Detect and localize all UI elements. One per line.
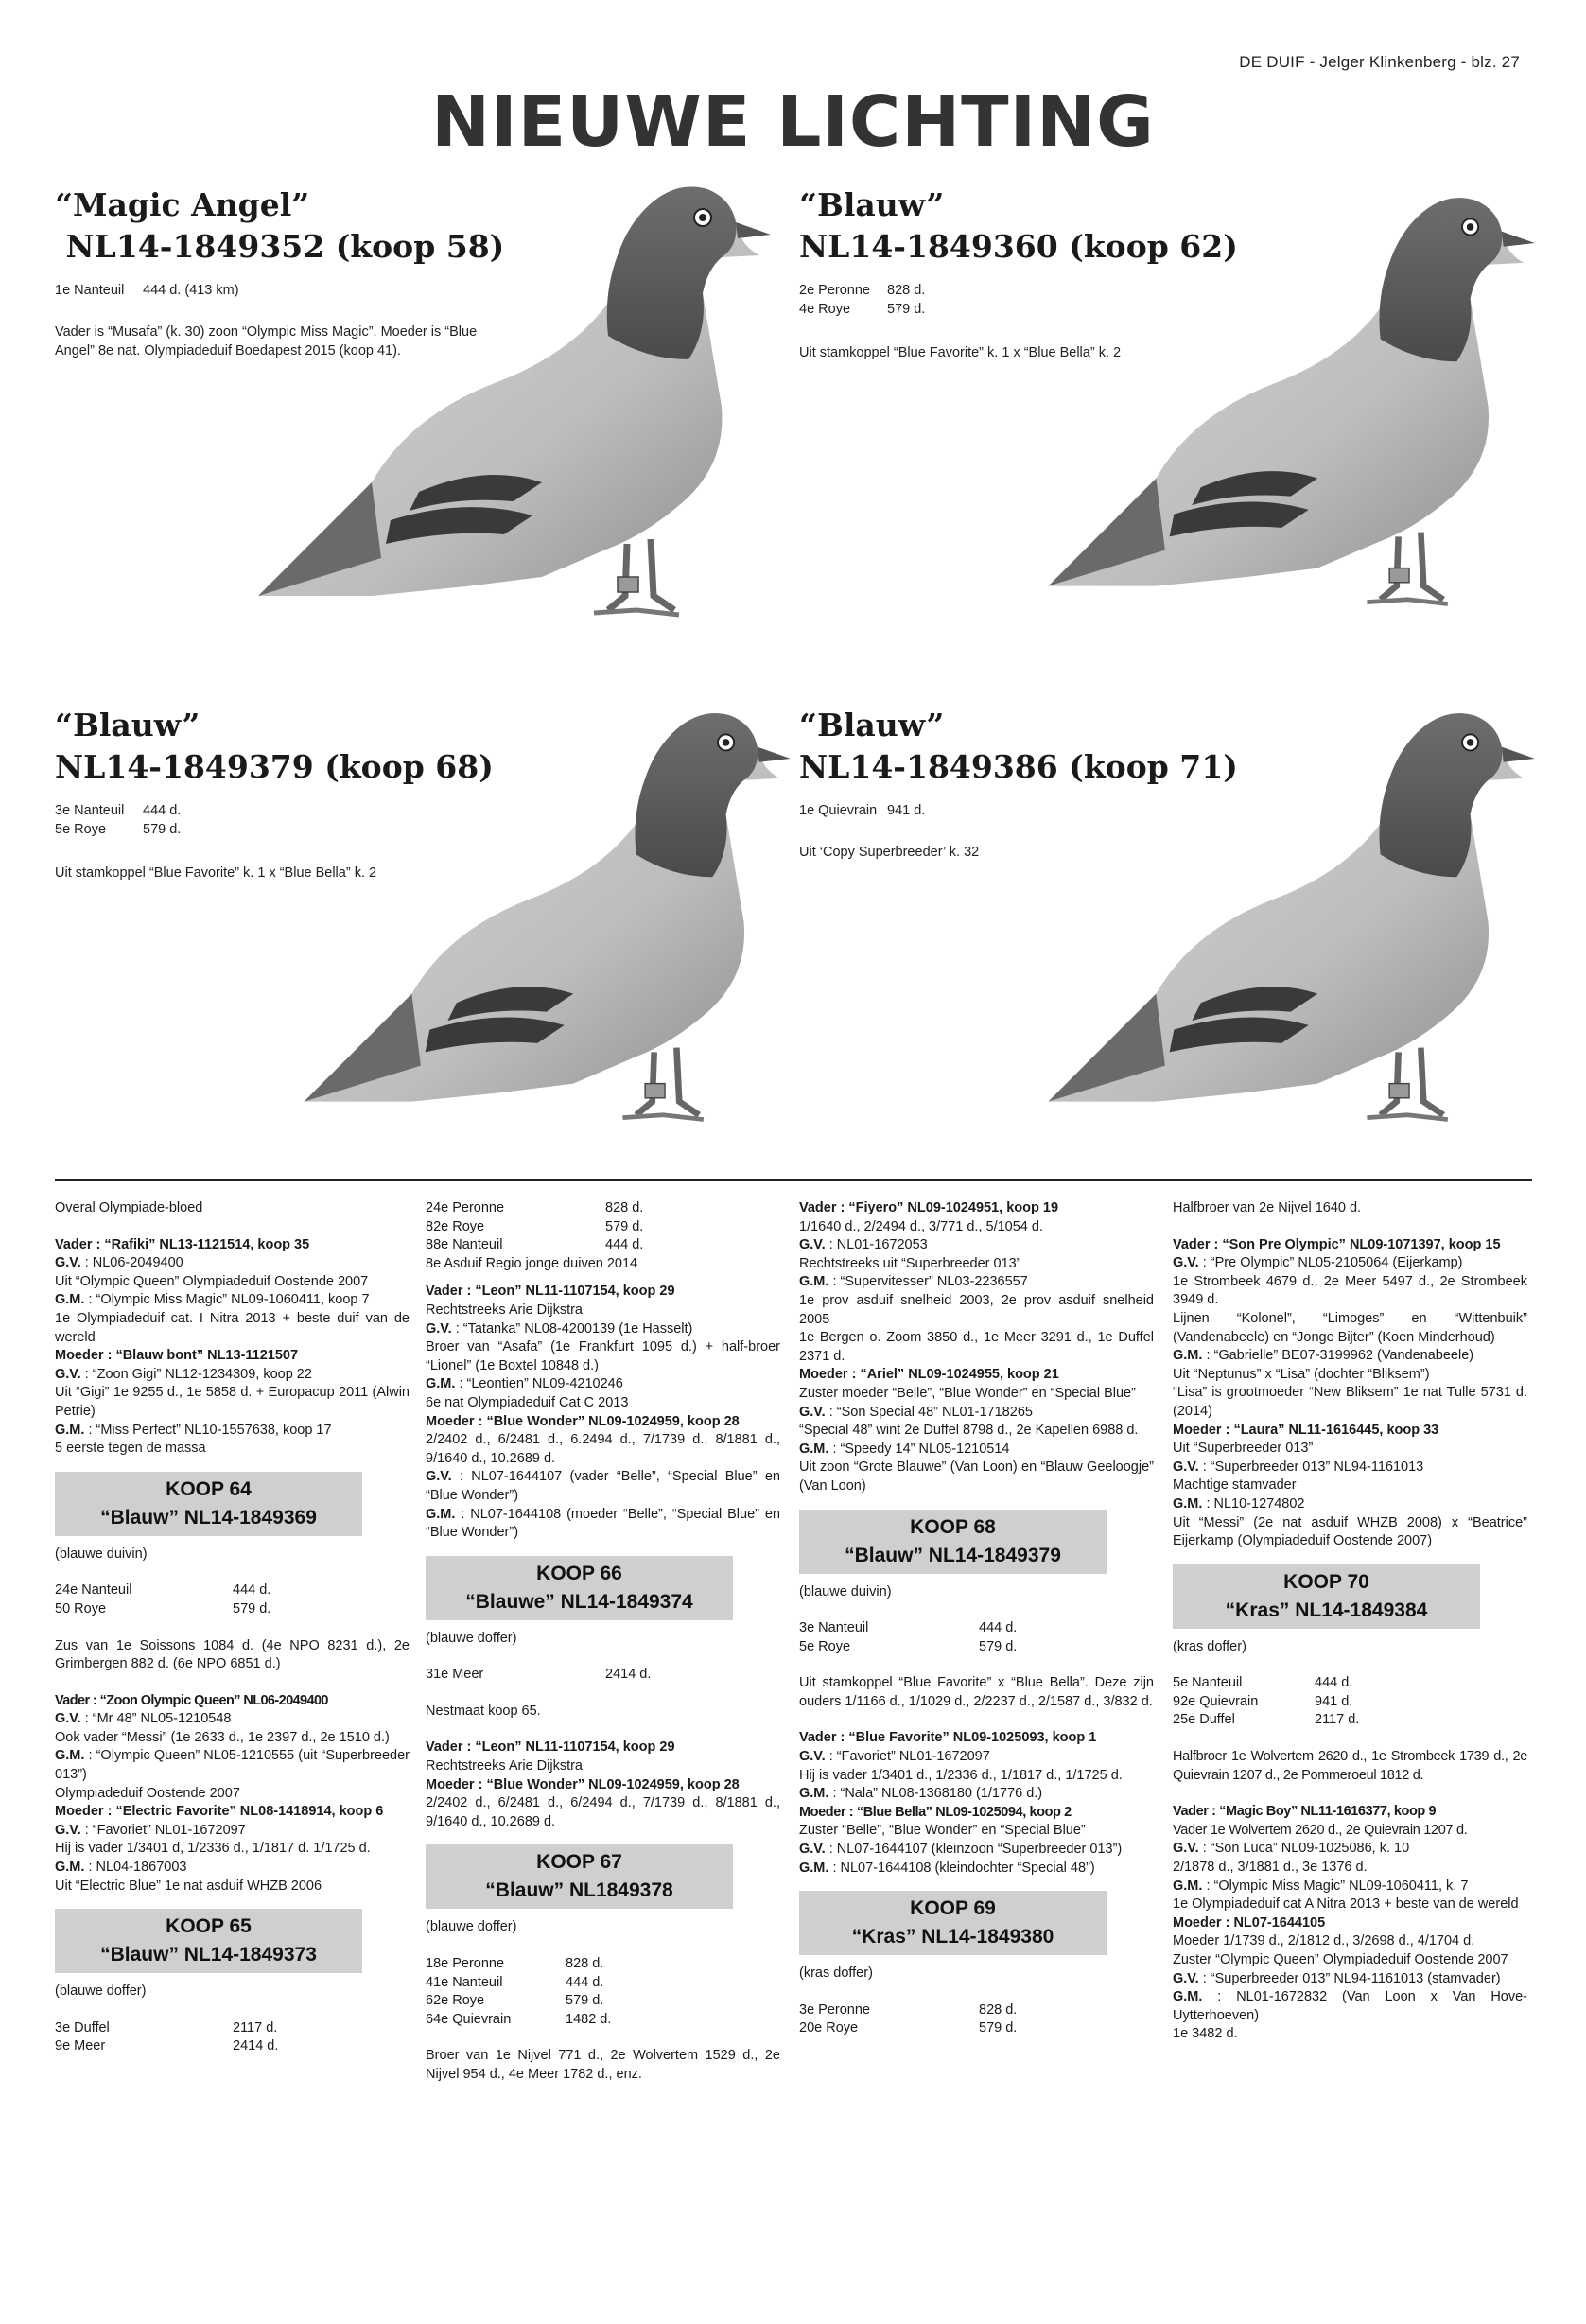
result-row: 41e Nanteuil 444 d. [426,1974,604,1990]
vader-heading: Vader : “Zoon Olympic Queen” NL06-2049400 [55,1692,328,1708]
vader-heading: Vader : “Leon” NL11-1107154, koop 29 [426,1739,675,1756]
koop-name: “Kras” NL14-1849380 [851,1926,1054,1948]
koop-67-box [426,1844,733,1909]
gv-note: 2/1878 d., 3/1881 d., 3e 1376 d. [1173,1860,1368,1876]
gm-label: G.M. [799,1786,829,1802]
moeder-heading: Moeder : “Blue Wonder” NL09-1024959, koop 28 [426,1413,740,1429]
result-row: 5e Roye 579 d. [799,1638,1018,1654]
gm-note: Uit zoon “Grote Blauwe” (Van Loon) en “Blauw Geeloogje” (Van Loon) [799,1459,1154,1494]
pigeon-results: 3e Nanteuil 444 d. 5e Roye 579 d. [55,803,182,837]
gv-label: G.V. [1173,1459,1199,1475]
gm-label: G.M. [1173,1878,1203,1894]
gm-label: G.M. [799,1274,829,1290]
koop-note: Broer van 1e Nijvel 771 d., 2e Wolvertem 1529 d., 2e Nijvel 954 d., 4e Meer 1782 d., enz. [426,2048,780,2082]
pigeon-panel-2 [799,184,1556,714]
pigeon-results: 1e Nanteuil 444 d. (413 km) [55,283,239,298]
moeder-note: Moeder 1/1739 d., 2/1812 d., 3/2698 d., 4/1704 d. [1173,1933,1475,1949]
pigeon-results: 1e Quievrain 941 d. [799,803,926,818]
pigeon-name: “Blauw” NL14-1849379 (koop 68) [55,707,494,785]
gv-note: Uit “Gigi” 1e 9255 d., 1e 5858 d. + Europacup 2011 (Alwin Petrie) [55,1385,410,1419]
moeder-heading: Moeder : “Blauw bont” NL13-1121507 [55,1348,299,1364]
gm-label: G.M. [1173,1348,1203,1364]
gm-label: G.M. [799,1860,829,1876]
gm-note: Uit “Messi” (2e nat asduif WHZB 2008) x “Beatrice” Eijerkamp (Olympiadeduif Oostende 2007) [1173,1514,1527,1549]
gv-text: : “Favoriet” NL01-1672097 [80,1822,246,1838]
koop-type: (kras doffer) [1173,1638,1246,1654]
koop-name: “Blauw” NL14-1849373 [100,1944,317,1966]
pigeon-description: Uit ‘Copy Superbreeder’ k. 32 [799,845,980,860]
koop-name: “Kras” NL14-1849384 [1225,1599,1428,1621]
koop-type: (blauwe doffer) [55,1983,147,2000]
moeder-note: Zuster “Belle”, “Blue Wonder” en “Special Blue” [799,1823,1086,1839]
gm-note: 6e nat Olympiadeduif Cat C 2013 [426,1394,629,1410]
koop-69-box [799,1891,1107,1955]
gv-label: G.V. [55,1366,81,1382]
gv-text: : “Superbreeder 013” NL94-1161013 (stamvader) [1198,1970,1501,1986]
result-row: 18e Peronne 828 d. [426,1956,604,1972]
gm-text: : “Speedy 14” NL05-1210514 [828,1441,1010,1457]
gv-text: : “Tatanka” NL08-4200139 (1e Hasselt) [451,1320,693,1337]
koop-note: Zus van 1e Soissons 1084 d. (4e NPO 8231 d.), 2e Grimbergen 882 d. (6e NPO 6851 d.) [55,1637,410,1672]
gm-text: : NL07-1644108 (kleindochter “Special 48”) [828,1860,1095,1876]
gv-note: Machtige stamvader [1173,1477,1297,1494]
result-row: 82e Roye 579 d. [426,1218,644,1234]
gm-note: 1e prov asduif snelheid 2003, 2e prov asduif snelheid 2005 [799,1292,1154,1327]
vader-heading: Vader : “Magic Boy” NL11-1616377, koop 9 [1173,1804,1437,1820]
vader-heading: Vader : “Fiyero” NL09-1024951, koop 19 [799,1200,1059,1215]
gm-text: : “Leontien” NL09-4210246 [455,1376,623,1392]
gm-note: 1e Olympiadeduif cat A Nitra 2013 + beste van de wereld [1173,1896,1519,1913]
text-column-3 [799,1199,1154,2038]
koop-title: KOOP 68 [910,1515,996,1538]
koop-70-box [1173,1564,1480,1629]
gv-text: : “Favoriet” NL01-1672097 [825,1749,990,1765]
moeder-note: Zuster “Olympic Queen” Olympiadeduif Oostende 2007 [1173,1952,1508,1967]
result-row: 24e Peronne 828 d. [426,1200,644,1215]
gv-label: G.V. [1173,1841,1199,1857]
moeder-note: 2/2402 d., 6/2481 d., 6/2494 d., 7/1739 d., 8/1881 d., 9/1640 d., 10.2689 d. [426,1795,780,1829]
gm-note: Olympiadeduif Oostende 2007 [55,1785,240,1801]
gv-text: : NL07-1644107 (vader “Belle”, “Special Blue” en “Blue Wonder”) [426,1469,780,1503]
vader-note: Rechtstreeks Arie Dijkstra [426,1302,583,1318]
vader-note: 1/1640 d., 2/2494 d., 3/771 d., 5/1054 d. [799,1218,1043,1234]
gv-note: Ook vader “Messi” (1e 2633 d., 1e 2397 d., 2e 1510 d.) [55,1729,390,1745]
gm-label: G.M. [426,1376,456,1392]
gv-label: G.V. [1173,1255,1199,1271]
result-row: 88e Nanteuil 444 d. [426,1237,644,1253]
pigeon-photo [277,686,807,1149]
result-row: 24e Nanteuil 444 d. [55,1582,271,1599]
koop-title: KOOP 66 [536,1562,622,1584]
text-column-2 [426,1199,780,2085]
gv-note: Rechtstreeks uit “Superbreeder 013” [799,1255,1021,1271]
gv-label: G.V. [1173,1970,1199,1986]
gv-note: Lijnen “Kolonel”, “Limoges” en “Wittenbuik” (Vandenabeele) en “Jonge Bijter” (Koen Minderhoud) [1173,1310,1527,1345]
moeder-heading: Moeder : “Blue Wonder” NL09-1024959, koop 28 [426,1776,740,1792]
gv-text: : NL06-2049400 [80,1255,183,1271]
koop-name: “Blauw” NL1849378 [485,1879,673,1902]
gv-label: G.V. [799,1404,826,1420]
gm-label: G.M. [1173,1495,1203,1511]
koop-65-box [55,1909,362,1973]
gm-text: : NL10-1274802 [1202,1495,1305,1511]
moeder-heading: Moeder : NL07-1644105 [1173,1914,1326,1931]
gm-label: G.M. [799,1441,829,1457]
gm-label: G.M. [55,1292,85,1308]
intro-text: Halfbroer van 2e Nijvel 1640 d. [1173,1200,1362,1215]
vader-note: Rechtstreeks Arie Dijkstra [426,1758,583,1774]
pigeon-name: “Blauw” NL14-1849386 (koop 71) [799,707,1238,785]
result-row: 64e Quievrain 1482 d. [426,2011,612,2027]
pigeon-panel-4 [799,705,1556,1234]
gv-label: G.V. [55,1711,81,1727]
gv-note: Hij is vader 1/3401 d., 1/2336 d., 1/1817 d., 1/1725 d. [799,1767,1123,1783]
moeder-heading: Moeder : “Ariel” NL09-1024955, koop 21 [799,1367,1059,1383]
koop-note: Nestmaat koop 65. [426,1703,541,1719]
pigeon-description: Uit stamkoppel “Blue Favorite” k. 1 x “Blue Bella” k. 2 [799,345,1122,360]
result-row: 3e Duffel 2117 d. [55,2019,278,2036]
pigeon-photo [230,170,788,634]
koop-title: KOOP 64 [166,1477,252,1500]
pigeon-panel-3 [55,705,811,1234]
vader-heading: Vader : “Blue Favorite” NL09-1025093, koop 1 [799,1730,1097,1746]
gm-text: : NL07-1644108 (moeder “Belle”, “Special Blue” en “Blue Wonder”) [426,1506,780,1541]
gm-text: : “Gabrielle” BE07-3199962 (Vandenabeele) [1202,1348,1474,1364]
gv-text: : “Zoon Gigi” NL12-1234309, koop 22 [80,1366,312,1382]
gv-text: : “Mr 48” NL05-1210548 [80,1711,232,1727]
result-row: 31e Meer 2414 d. [426,1667,652,1683]
gm-label: G.M. [55,1860,85,1876]
result-row: 9e Meer 2414 d. [55,2038,279,2054]
vader-note: Vader 1e Wolvertem 2620 d., 2e Quievrain 1207 d. [1173,1822,1468,1838]
gm-note: 1e Bergen o. Zoom 3850 d., 1e Meer 3291 d., 1e Duffel 2371 d. [799,1330,1154,1364]
result-row: 3e Peronne 828 d. [799,2001,1018,2018]
gm-text: : “Nala” NL08-1368180 (1/1776 d.) [828,1786,1043,1802]
gv-label: G.V. [55,1255,81,1271]
moeder-heading: Moeder : “Blue Bella” NL09-1025094, koop 2 [799,1804,1072,1820]
koop-type: (blauwe doffer) [426,1919,517,1935]
pigeon-description: Vader is “Musafa” (k. 30) zoon “Olympic Miss Magic”. Moeder is “Blue Angel” 8e nat. Olympiadeduif Boedapest 2015 (koop 41). [55,324,478,358]
gv-label: G.V. [799,1749,826,1765]
gv-text: : “Son Luca” NL09-1025086, k. 10 [1198,1841,1410,1857]
gv-note: “Special 48” wint 2e Duffel 8798 d., 2e Kapellen 6988 d. [799,1423,1139,1439]
result-row: 50 Roye 579 d. [55,1600,271,1616]
result-row: 25e Duffel 2117 d. [1173,1712,1360,1728]
moeder-heading: Moeder : “Electric Favorite” NL08-1418914, koop 6 [55,1804,384,1820]
gm-label: G.M. [55,1748,85,1764]
result-row: 3e Nanteuil 444 d. [799,1620,1018,1636]
gv-note: Hij is vader 1/3401 d, 1/2336 d., 1/1817 d. 1/1725 d. [55,1841,371,1857]
gv-text: : NL07-1644107 (kleinzoon “Superbreeder 013”) [825,1842,1123,1858]
running-head: DE DUIF - Jelger Klinkenberg - blz. 27 [1239,53,1520,71]
koop-type: (blauwe duivin) [55,1546,148,1562]
moeder-note: 2/2402 d., 6/2481 d., 6.2494 d., 7/1739 d., 8/1881 d., 9/1640 d., 10.2689 d. [426,1432,780,1466]
koop-name: “Blauw” NL14-1849369 [100,1506,317,1529]
gm-note: 1e 3482 d. [1173,2026,1238,2042]
koop-68-box [799,1510,1107,1574]
intro-text: Overal Olympiade-bloed [55,1200,203,1215]
gm-label: G.M. [426,1506,456,1522]
result-row: 62e Roye 579 d. [426,1993,604,2009]
gm-text: : “Olympic Queen” NL05-1210555 (uit “Superbreeder 013”) [55,1748,410,1783]
pigeon-name: “Magic Angel” NL14-1849352 (koop 58) [55,186,505,265]
result-row: 5e Nanteuil 444 d. [1173,1675,1353,1691]
gv-label: G.V. [55,1822,81,1838]
result-row: 20e Roye 579 d. [799,2020,1018,2036]
gm-note: Uit “Neptunus” x “Lisa” (dochter “Bliksem”) [1173,1366,1430,1382]
gv-label: G.V. [426,1320,452,1337]
gv-label: G.V. [426,1469,452,1485]
koop-title: KOOP 70 [1283,1570,1369,1593]
koop-type: (kras doffer) [799,1966,873,1982]
gm-note: “Lisa” is grootmoeder “New Bliksem” 1e nat Tulle 5731 d. (2014) [1173,1385,1527,1419]
pigeon-photo [1021,686,1551,1149]
pigeon-panel-1 [55,184,811,714]
text-column-4 [1173,1199,1527,2044]
koop-note: Halfbroer 1e Wolvertem 2620 d., 1e Strombeek 1739 d., 2e Quievrain 1207 d., 2e Pommeroeul 1812 d. [1173,1749,1527,1783]
koop-name: “Blauwe” NL14-1849374 [465,1590,693,1613]
koop-type: (blauwe doffer) [426,1630,517,1646]
vader-heading: Vader : “Son Pre Olympic” NL09-1071397, koop 15 [1173,1236,1501,1252]
gv-note: Broer van “Asafa” (1e Frankfurt 1095 d.) + half-broer “Lionel” (1e Boxtel 10848 d.) [426,1339,780,1373]
gv-text: : “Son Special 48” NL01-1718265 [825,1404,1033,1420]
gm-text: : NL04-1867003 [84,1860,187,1876]
koop-title: KOOP 65 [166,1915,252,1938]
gv-label: G.V. [799,1842,826,1858]
koop-note: Uit stamkoppel “Blue Favorite” x “Blue Bella”. Deze zijn ouders 1/1166 d., 1/1029 d., 2/2237 d., 2/1587 d., 3/832 d. [799,1675,1154,1709]
pigeon-name: “Blauw” NL14-1849360 (koop 62) [799,186,1238,265]
gm-label: G.M. [1173,1989,1203,2005]
koop-title: KOOP 69 [910,1897,996,1920]
gm-note: 5 eerste tegen de massa [55,1441,206,1457]
koop-type: (blauwe duivin) [799,1583,892,1599]
gv-note: 1e Strombeek 4679 d., 2e Meer 5497 d., 2e Strombeek 3949 d. [1173,1273,1527,1308]
koop-title: KOOP 67 [536,1851,622,1874]
gm-text: : “Miss Perfect” NL10-1557638, koop 17 [84,1422,332,1438]
moeder-heading: Moeder : “Laura” NL11-1616445, koop 33 [1173,1422,1439,1438]
text-column-1 [55,1199,410,2056]
moeder-note: Uit “Superbreeder 013” [1173,1441,1314,1457]
pigeon-results: 2e Peronne 828 d. 4e Roye 579 d. [799,283,926,317]
result-note: 8e Asduif Regio jonge duiven 2014 [426,1255,638,1271]
gv-label: G.V. [799,1237,826,1253]
vader-heading: Vader : “Leon” NL11-1107154, koop 29 [426,1284,675,1300]
gv-text: : NL01-1672053 [825,1237,928,1253]
gv-text: : “Superbreeder 013” NL94-1161013 [1198,1459,1424,1475]
koop-name: “Blauw” NL14-1849379 [845,1544,1061,1566]
gm-text: : “Supervitesser” NL03-2236557 [828,1274,1028,1290]
gv-text: : “Pre Olympic” NL05-2105064 (Eijerkamp) [1198,1255,1463,1271]
gm-note: Uit “Electric Blue” 1e nat asduif WHZB 2006 [55,1878,322,1894]
page-title: NIEUWE LICHTING [431,81,1155,163]
moeder-note: Zuster moeder “Belle”, “Blue Wonder” en “Special Blue” [799,1385,1136,1401]
koop-64-box [55,1472,362,1536]
section-divider [55,1179,1532,1181]
koop-66-box [426,1556,733,1620]
gm-text: : “Olympic Miss Magic” NL09-1060411, k. 7 [1202,1878,1469,1894]
vader-heading: Vader : “Rafiki” NL13-1121514, koop 35 [55,1236,310,1252]
pigeon-description: Uit stamkoppel “Blue Favorite” k. 1 x “Blue Bella” k. 2 [55,865,377,881]
pigeon-photo [1021,170,1551,634]
result-row: 92e Quievrain 941 d. [1173,1693,1353,1709]
gm-label: G.M. [55,1422,85,1438]
gv-note: Uit “Olympic Queen” Olympiadeduif Oostende 2007 [55,1273,369,1289]
gm-text: : “Olympic Miss Magic” NL09-1060411, koop 7 [84,1292,370,1308]
gm-text: : NL01-1672832 (Van Loon x Van Hove-Uytterhoeven) [1173,1989,1527,2023]
gm-note: 1e Olympiadeduif cat. I Nitra 2013 + beste duif van de wereld [55,1310,410,1345]
